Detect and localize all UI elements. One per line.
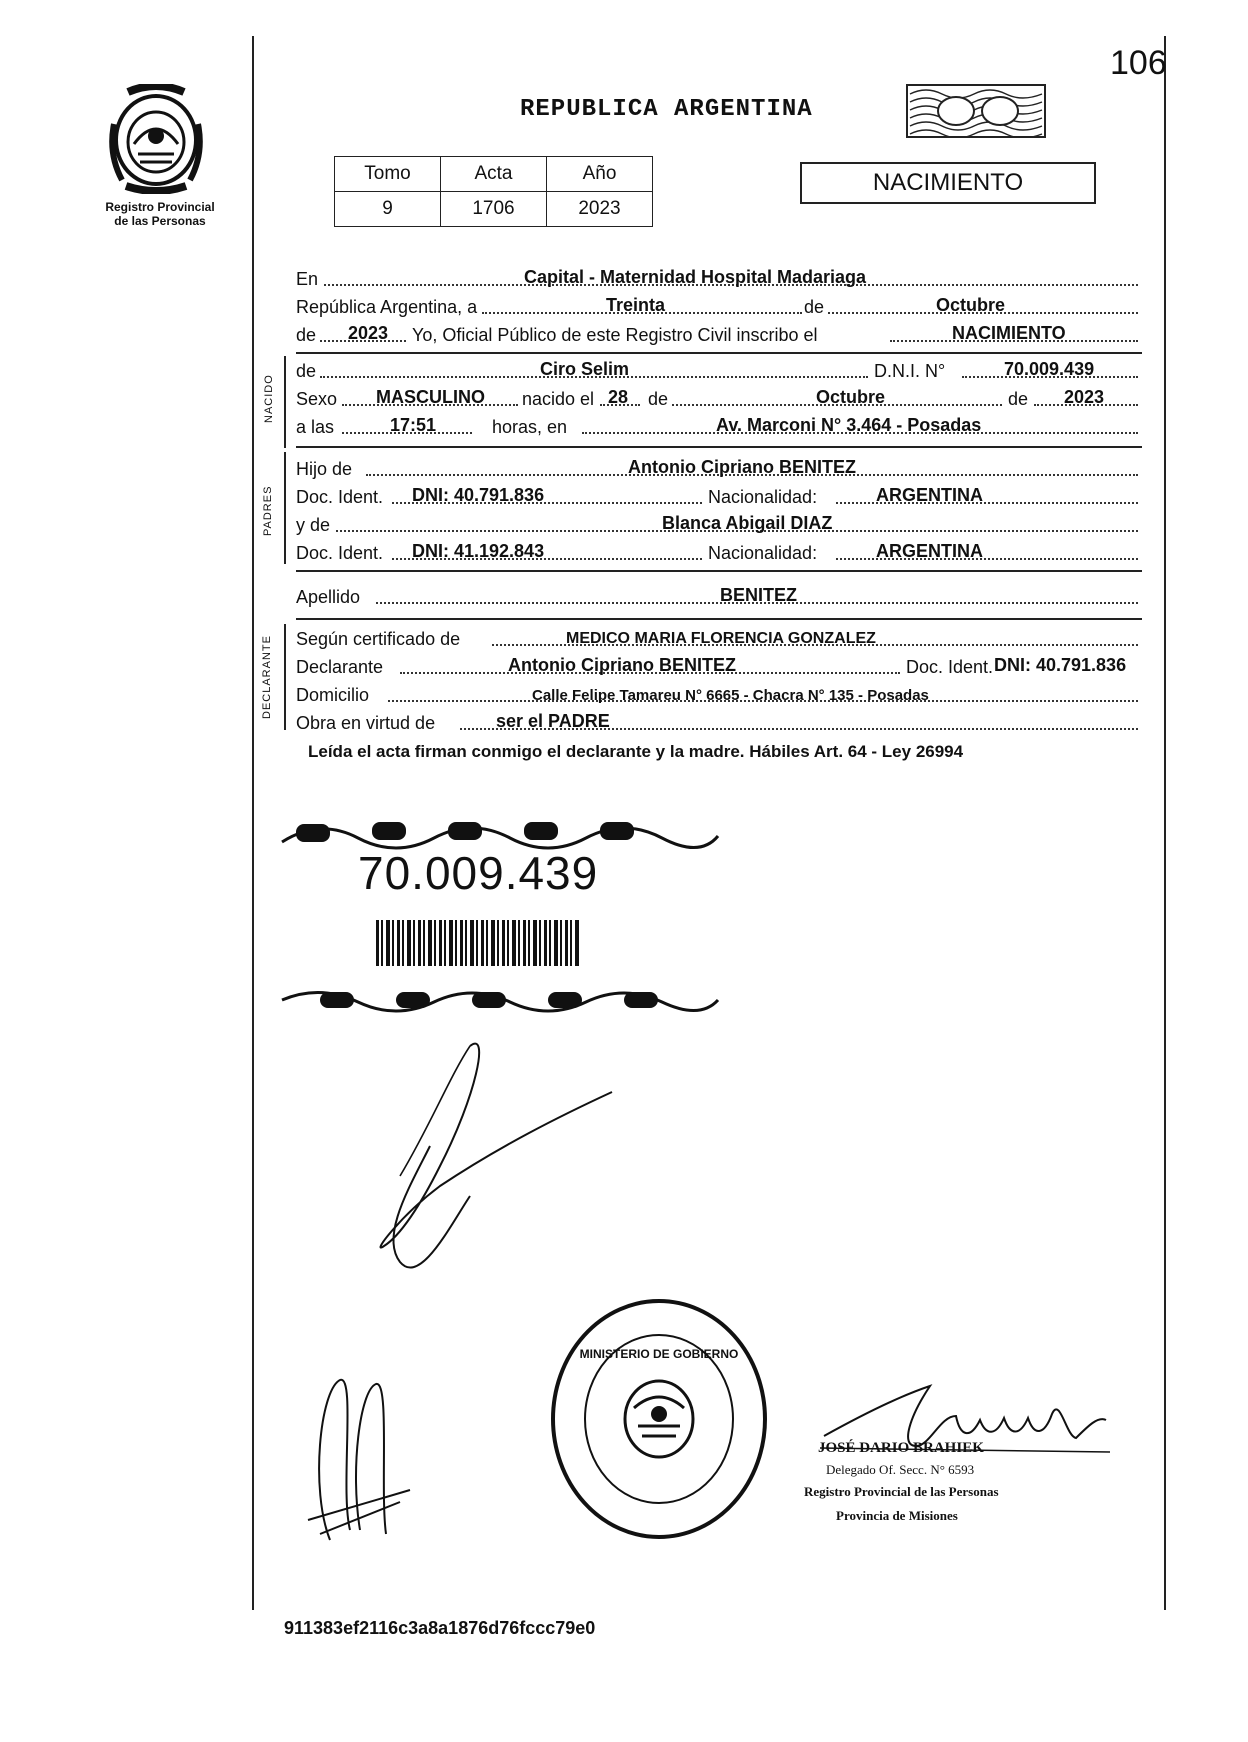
row-lugar <box>296 264 1142 292</box>
row-obra <box>296 708 1142 736</box>
registry-caption <box>80 200 240 228</box>
value-madre: Blanca Abigail DIAZ <box>662 513 833 533</box>
value-acto: NACIMIENTO <box>952 323 1066 343</box>
section-divider <box>296 570 1142 572</box>
registry-caption-line1: Registro Provincial <box>105 200 215 214</box>
label-nac-de1: de <box>648 389 669 409</box>
label-oficial: Yo, Oficial Público de este Registro Civil inscribo el <box>412 325 818 345</box>
row-inscripcion <box>296 320 1142 348</box>
official-role: Delegado Of. Secc. N° 6593 <box>826 1462 975 1477</box>
label-domicilio: Domicilio <box>296 685 370 705</box>
label-alas: a las <box>296 417 335 437</box>
label-nacido-el: nacido el <box>522 389 595 409</box>
record-value-acta: 1706 <box>441 192 547 227</box>
section-divider <box>296 352 1142 354</box>
value-padre-doc: DNI: 40.791.836 <box>412 485 545 505</box>
official-province: Provincia de Misiones <box>836 1508 958 1523</box>
padres-bracket <box>284 452 286 564</box>
label-nac-de2: de <box>1008 389 1029 409</box>
value-declarante-doc: DNI: 40.791.836 <box>994 655 1127 675</box>
declarante-bracket <box>284 624 286 730</box>
row-padre <box>296 454 1142 482</box>
side-label-padres: PADRES <box>262 485 274 536</box>
barcode-number: 70.009.439 <box>358 847 599 899</box>
row-domicilio <box>296 680 1142 708</box>
seal-inner-text: MINISTERIO DE GOBIERNO <box>579 1347 739 1361</box>
left-margin-rule <box>252 36 254 1610</box>
label-hijo-de: Hijo de <box>296 459 353 479</box>
value-domicilio: Calle Felipe Tamareu N° 6665 - Chacra N° 135 - Posadas <box>532 687 929 704</box>
row-apellido <box>296 582 1142 610</box>
label-y-de: y de <box>296 515 331 535</box>
row-certificado <box>296 624 1142 652</box>
label-certificado: Según certificado de <box>296 629 461 649</box>
value-nac-mes: Octubre <box>816 387 886 407</box>
official-seal-icon <box>548 1296 770 1542</box>
value-nac-dia: 28 <box>608 387 629 407</box>
value-madre-nac: ARGENTINA <box>876 541 983 561</box>
value-padre-nac: ARGENTINA <box>876 485 983 505</box>
value-apellido: BENITEZ <box>720 585 798 605</box>
label-en: En <box>296 269 319 289</box>
label-de-nombre: de <box>296 361 317 381</box>
row-padre-doc <box>296 482 1142 510</box>
record-value-anio: 2023 <box>547 192 653 227</box>
section-divider <box>296 446 1142 448</box>
country-title: REPUBLICA ARGENTINA <box>520 96 813 123</box>
value-dni: 70.009.439 <box>1004 359 1095 379</box>
section-divider <box>296 618 1142 620</box>
value-obra: ser el PADRE <box>496 711 610 731</box>
value-declarante: Antonio Cipriano BENITEZ <box>508 655 736 675</box>
value-dia-texto: Treinta <box>606 295 666 315</box>
label-madre-doc: Doc. Ident. <box>296 543 384 563</box>
value-padre: Antonio Cipriano BENITEZ <box>628 457 856 477</box>
value-anio: 2023 <box>348 323 389 343</box>
row-madre <box>296 510 1142 538</box>
province-emblem-icon <box>104 84 208 194</box>
value-lugar: Capital - Maternidad Hospital Madariaga <box>524 267 867 287</box>
label-madre-nacionalidad: Nacionalidad: <box>708 543 818 563</box>
label-sexo: Sexo <box>296 389 338 409</box>
label-republica: República Argentina, a <box>296 297 478 317</box>
label-obra: Obra en virtud de <box>296 713 436 733</box>
declarante-signature <box>340 1036 620 1286</box>
nacido-bracket <box>284 356 286 448</box>
value-domicilio-nac: Av. Marconi N° 3.464 - Posadas <box>716 415 982 435</box>
value-nombre: Ciro Selim <box>540 359 630 379</box>
row-nombre <box>296 356 1142 384</box>
right-margin-rule <box>1164 36 1166 1610</box>
label-horas-en: horas, en <box>492 417 568 437</box>
value-hora: 17:51 <box>390 415 437 435</box>
security-pattern-icon <box>906 84 1046 138</box>
row-hora <box>296 412 1142 440</box>
official-name: JOSÉ DARIO BRAHIEK <box>818 1440 984 1456</box>
value-sexo: MASCULINO <box>376 387 485 407</box>
value-madre-doc: DNI: 41.192.843 <box>412 541 545 561</box>
label-declarante-doc: Doc. Ident. <box>906 657 994 677</box>
row-madre-doc <box>296 538 1142 566</box>
record-header-anio: Año <box>547 157 653 192</box>
record-header-tomo: Tomo <box>335 157 441 192</box>
legal-note: Leída el acta firman conmigo el declarante y la madre. Hábiles Art. 64 - Ley 26994 <box>308 742 964 761</box>
label-dni: D.N.I. N° <box>874 361 946 381</box>
label-declarante: Declarante <box>296 657 384 677</box>
record-value-tomo: 9 <box>335 192 441 227</box>
row-fecha <box>296 292 1142 320</box>
value-certificado: MEDICO MARIA FLORENCIA GONZALEZ <box>566 630 876 647</box>
label-de: de <box>804 297 825 317</box>
document-hash: 911383ef2116c3a8a1876d76fccc79e0 <box>284 1618 596 1638</box>
barcode-bars <box>376 920 579 966</box>
row-sexo <box>296 384 1142 412</box>
page-number: 106 <box>1110 44 1167 82</box>
madre-signature <box>300 1370 430 1550</box>
registry-caption-line2: de las Personas <box>114 214 206 228</box>
value-mes-texto: Octubre <box>936 295 1006 315</box>
record-header-acta: Acta <box>441 157 547 192</box>
record-table <box>334 156 653 227</box>
label-padre-doc: Doc. Ident. <box>296 487 384 507</box>
record-type-box: NACIMIENTO <box>800 162 1096 204</box>
side-label-declarante: DECLARANTE <box>261 635 273 719</box>
side-label-nacido: NACIDO <box>263 374 275 423</box>
official-org: Registro Provincial de las Personas <box>804 1484 999 1499</box>
label-apellido: Apellido <box>296 587 361 607</box>
row-declarante <box>296 652 1142 680</box>
label-padre-nacionalidad: Nacionalidad: <box>708 487 818 507</box>
value-nac-anio: 2023 <box>1064 387 1105 407</box>
label-de-anio: de <box>296 325 317 345</box>
